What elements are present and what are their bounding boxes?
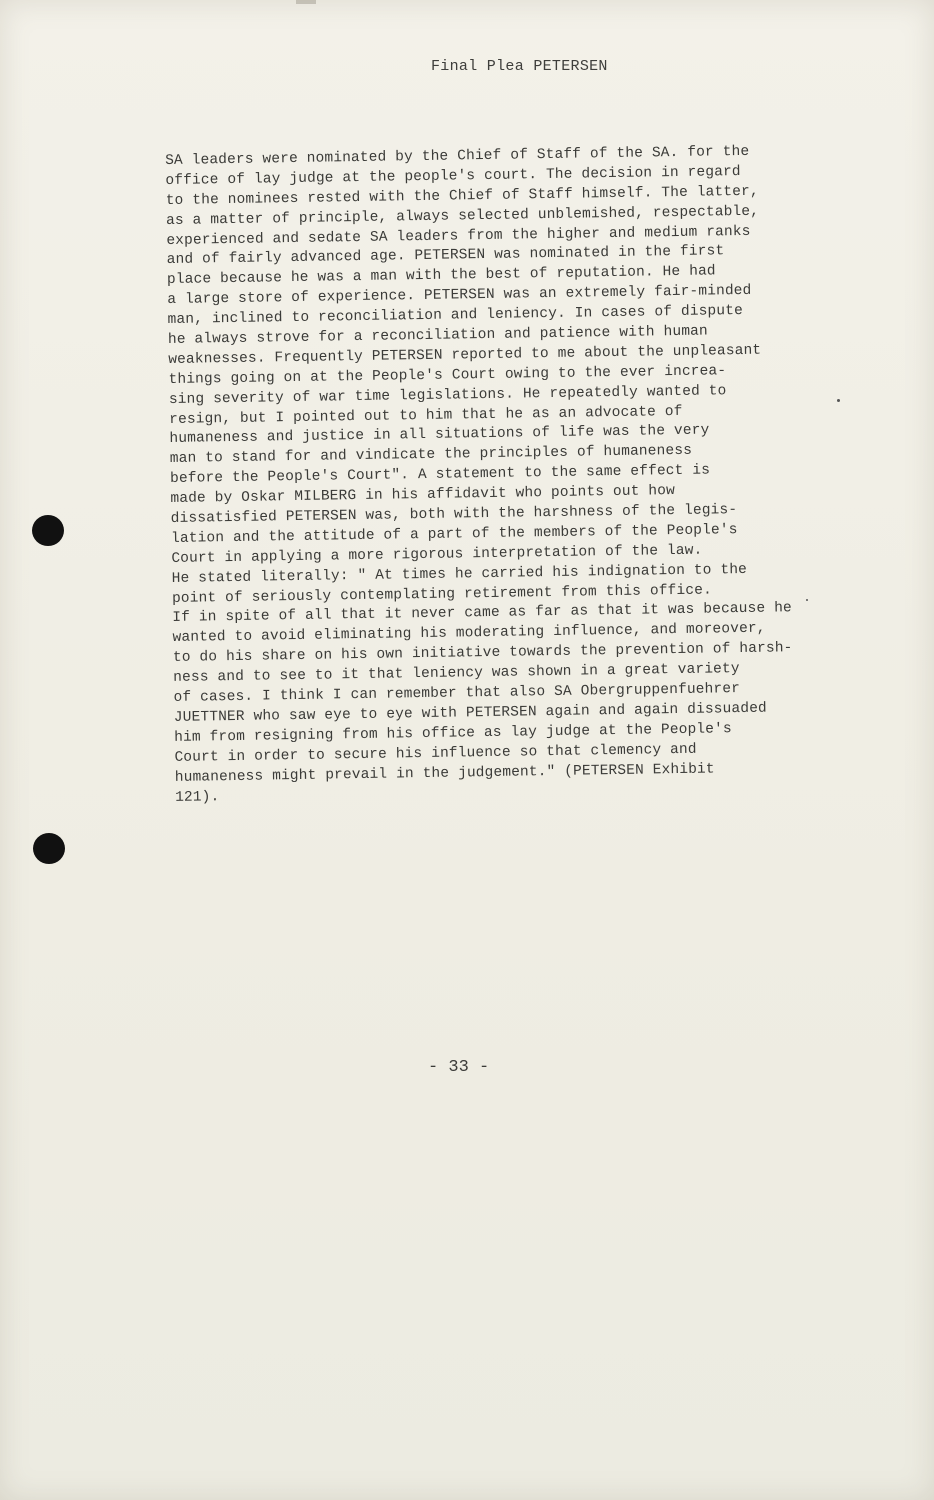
text-line: him from resigning from his office as lay judge at the People's	[174, 720, 732, 746]
text-line: to do his share on his own initiative towards the prevention of harsh-	[172, 640, 793, 667]
text-line: If in spite of all that it never came as far as that it was because he	[172, 600, 792, 627]
ink-speck	[806, 599, 808, 601]
text-line: made by Oskar MILBERG in his affidavit who points out how	[170, 483, 676, 508]
text-line: experienced and sedate SA leaders from the higher and medium ranks	[166, 223, 751, 249]
staple-mark	[296, 0, 316, 4]
text-line: he always strove for a reconciliation and patience with human	[167, 323, 708, 348]
text-line: SA leaders were nominated by the Chief of Staff of the SA. for the	[165, 143, 750, 169]
text-line: Court in order to secure his influence so that clemency and	[174, 741, 697, 766]
text-line: wanted to avoid eliminating his moderating influence, and moreover,	[172, 621, 766, 647]
text-line: ness and to see to it that leniency was shown in a great variety	[173, 661, 740, 687]
text-line: point of seriously contemplating retirement from this office.	[171, 582, 713, 607]
text-line: JUETTNER who saw eye to eye with PETERSEN again and again dissuaded	[173, 700, 767, 726]
text-line: He stated literally: " At times he carried his indignation to the	[171, 561, 748, 587]
text-line: and of fairly advanced age. PETERSEN was nominated in the first	[166, 243, 725, 269]
text-line: place because he was a man with the best of reputation. He had	[166, 263, 716, 289]
text-line: resign, but I pointed out to him that he as an advocate of	[169, 403, 683, 428]
punch-hole	[33, 833, 65, 864]
text-line: man to stand for and vindicate the principles of humaneness	[169, 443, 693, 468]
text-line: things going on at the People's Court owing to the ever increa-	[168, 363, 727, 388]
text-line: before the People's Court". A statement to the same effect is	[170, 462, 711, 488]
body-text	[165, 142, 835, 809]
text-line: of cases. I think I can remember that also SA Obergruppenfuehrer	[173, 681, 741, 706]
text-line: man, inclined to reconciliation and leniency. In cases of dispute	[167, 303, 744, 329]
text-line: sing severity of war time legislations. He repeatedly wanted to	[168, 382, 727, 408]
text-line: a large store of experience. PETERSEN was an extremely fair-minded	[167, 283, 752, 309]
text-line: office of lay judge at the people's court. The decision in regard	[165, 163, 741, 189]
text-line: weaknesses. Frequently PETERSEN reported to me about the unpleasant	[168, 342, 762, 368]
text-line: humaneness and justice in all situations of life was the very	[169, 422, 710, 448]
text-line: Court in applying a more rigorous interpretation of the law.	[171, 542, 703, 567]
page-header: Final Plea PETERSEN	[431, 58, 608, 75]
text-line: humaneness might prevail in the judgement." (PETERSEN Exhibit	[174, 761, 715, 786]
ink-speck	[837, 399, 840, 402]
page-number: - 33 -	[428, 1058, 490, 1077]
punch-hole	[32, 515, 64, 546]
text-line: 121).	[175, 788, 220, 806]
text-line: lation and the attitude of a part of the members of the People's	[170, 521, 738, 547]
text-line: to the nominees rested with the Chief of Staff himself. The latter,	[165, 183, 759, 209]
text-line: dissatisfied PETERSEN was, both with the harshness of the legis-	[170, 502, 738, 527]
text-line: as a matter of principle, always selected unblemished, respectable,	[165, 203, 760, 229]
